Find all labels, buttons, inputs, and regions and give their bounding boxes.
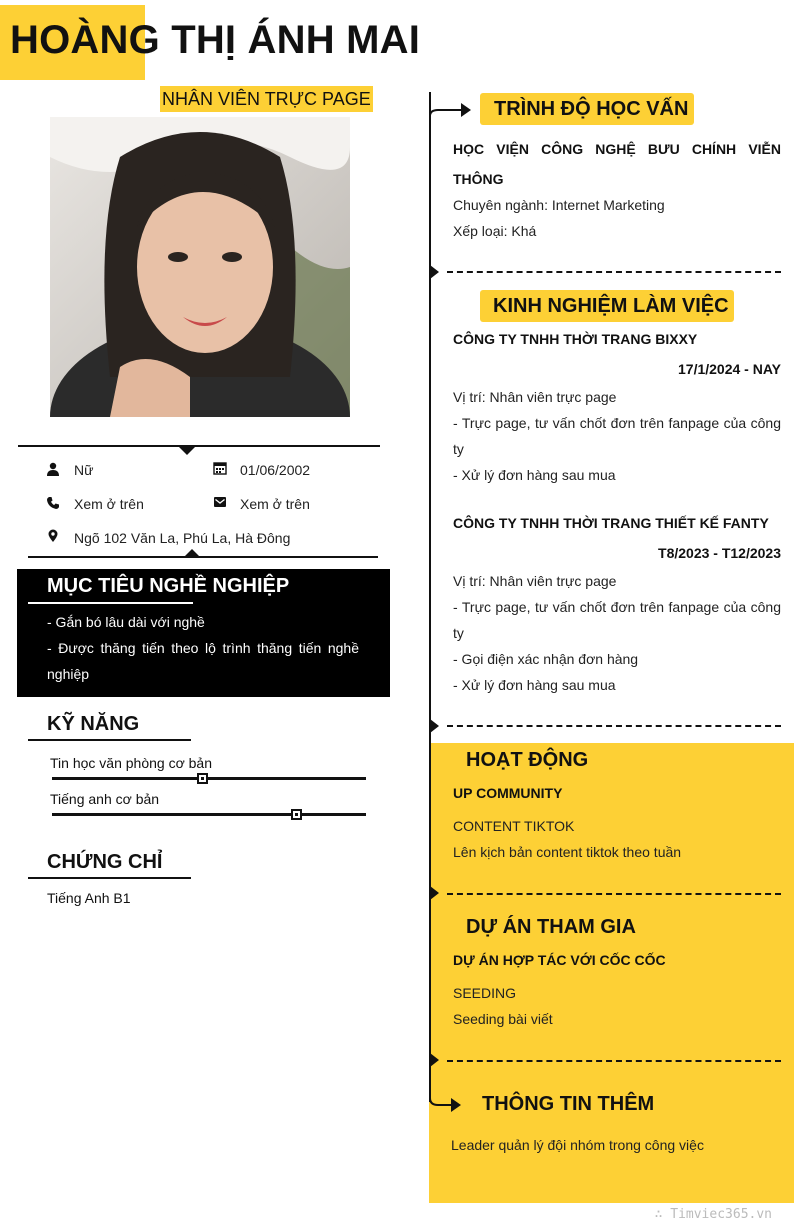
objective-title-rule [28, 602, 193, 604]
arrow-right-icon [428, 96, 474, 126]
timeline-marker [430, 1053, 439, 1067]
email-icon [213, 495, 227, 509]
project-role: SEEDING [453, 985, 517, 1001]
timeline-marker [430, 265, 439, 279]
projects-title: DỰ ÁN THAM GIA [466, 916, 636, 938]
watermark: ∴ Timviec365.vn [654, 1207, 772, 1222]
job-duty: - Xử lý đơn hàng sau mua [453, 467, 616, 483]
gender-value: Nữ [74, 462, 94, 478]
info-top-arrow [179, 447, 195, 455]
job-period: 17/1/2024 - NAY [678, 361, 781, 377]
skill-level-marker [197, 773, 208, 784]
timeline-marker [430, 886, 439, 900]
email-value: Xem ở trên [240, 496, 310, 512]
skill-level-marker [291, 809, 302, 820]
section-divider [447, 271, 781, 273]
education-major: Chuyên ngành: Internet Marketing [453, 197, 665, 213]
job-period: T8/2023 - T12/2023 [658, 545, 781, 561]
job-title: NHÂN VIÊN TRỰC PAGE [160, 86, 373, 112]
education-title: TRÌNH ĐỘ HỌC VẤN [494, 98, 689, 120]
profile-photo [50, 117, 350, 417]
address-value: Ngõ 102 Văn La, Phú La, Hà Đông [74, 530, 291, 546]
job-duty: - Xử lý đơn hàng sau mua [453, 677, 616, 693]
location-icon [46, 529, 60, 543]
certificates-title: CHỨNG CHỈ [47, 851, 163, 873]
certificates-title-rule [28, 877, 191, 879]
skills-title: KỸ NĂNG [47, 713, 140, 735]
job-company: CÔNG TY TNHH THỜI TRANG BIXXY [453, 331, 698, 347]
project-name: DỰ ÁN HỢP TÁC VỚI CỐC CỐC [453, 952, 666, 968]
skill-name: Tiếng anh cơ bản [50, 791, 160, 807]
certificate-item: Tiếng Anh B1 [47, 890, 131, 906]
timeline-line [429, 92, 431, 1102]
skill-bar [52, 777, 366, 780]
objective-line: - Gắn bó lâu dài với nghề [47, 614, 205, 630]
section-divider [447, 725, 781, 727]
skill-name: Tin học văn phòng cơ bản [50, 755, 212, 771]
experience-title: KINH NGHIỆM LÀM VIỆC [493, 295, 729, 317]
education-school: HỌC VIỆN CÔNG NGHỆ BƯU CHÍNH VIỄN THÔNG [453, 141, 781, 187]
phone-icon [46, 496, 60, 510]
timeline-marker [430, 719, 439, 733]
job-duty: - Gọi điện xác nhận đơn hàng [453, 651, 639, 667]
activity-org: UP COMMUNITY [453, 785, 563, 801]
calendar-icon [213, 461, 227, 475]
watermark-text: Timviec365.vn [670, 1207, 772, 1222]
info-bottom-rule [28, 556, 378, 558]
objective-title: MỤC TIÊU NGHỀ NGHIỆP [47, 575, 290, 597]
user-icon [46, 462, 60, 476]
job-company: CÔNG TY TNHH THỜI TRANG THIẾT KẾ FANTY [453, 515, 769, 531]
candidate-name: HOÀNG THỊ ÁNH MAI [10, 18, 421, 62]
job-duty: - Trực page, tư vấn chốt đơn trên fanpage của công ty [453, 415, 781, 457]
project-desc: Seeding bài viết [453, 1011, 553, 1027]
activity-desc: Lên kịch bản content tiktok theo tuần [453, 844, 682, 860]
section-divider [447, 1060, 781, 1062]
skills-title-rule [28, 739, 191, 741]
arrow-right-icon [428, 1080, 464, 1120]
objective-line: - Được thăng tiến theo lộ trình thăng tiến nghề nghiệp [47, 640, 359, 682]
activities-title: HOẠT ĐỘNG [466, 749, 589, 771]
more-info-title: THÔNG TIN THÊM [482, 1093, 655, 1115]
skill-bar [52, 813, 366, 816]
job-position: Vị trí: Nhân viên trực page [453, 573, 617, 589]
more-info-text: Leader quản lý đội nhóm trong công việc [451, 1137, 704, 1153]
job-duty: - Trực page, tư vấn chốt đơn trên fanpage của công ty [453, 599, 781, 641]
job-position: Vị trí: Nhân viên trực page [453, 389, 617, 405]
info-top-rule [18, 445, 380, 447]
activity-role: CONTENT TIKTOK [453, 818, 575, 834]
phone-value: Xem ở trên [74, 496, 144, 512]
section-divider [447, 893, 781, 895]
birthday-value: 01/06/2002 [240, 462, 311, 478]
education-rank: Xếp loại: Khá [453, 223, 537, 239]
